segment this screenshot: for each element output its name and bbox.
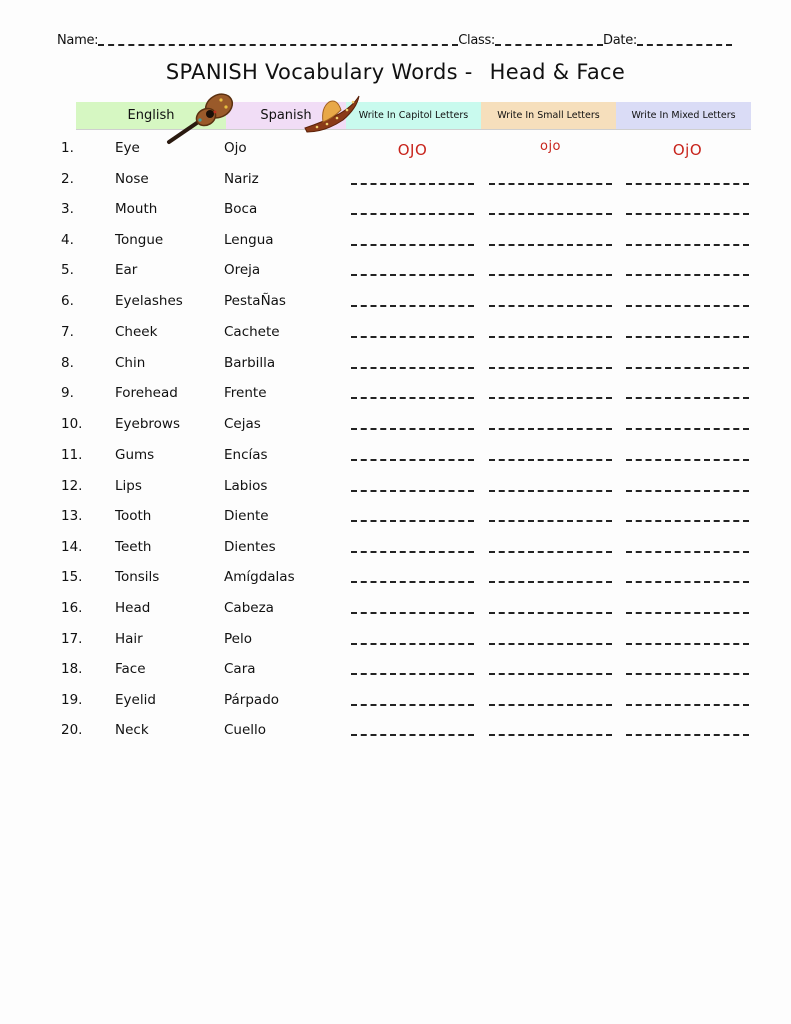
- english-word: Ear: [115, 262, 138, 278]
- date-label: Date:: [603, 33, 637, 48]
- spanish-word: Encías: [224, 447, 268, 463]
- small-answer-blank[interactable]: [489, 213, 612, 215]
- row-number: 9.: [61, 385, 74, 401]
- row-number: 11.: [61, 447, 83, 463]
- english-word: Eyelashes: [115, 293, 183, 309]
- row-number: 10.: [61, 416, 83, 432]
- small-answer-blank[interactable]: [489, 520, 612, 522]
- small-answer-blank[interactable]: [489, 244, 612, 246]
- english-word: Hair: [115, 631, 143, 647]
- row-number: 13.: [61, 508, 83, 524]
- vocab-row: [0, 508, 791, 532]
- mixed-answer-blank[interactable]: [626, 244, 749, 246]
- small-answer-blank[interactable]: [489, 397, 612, 399]
- vocab-row: [0, 262, 791, 286]
- small-answer-blank[interactable]: [489, 490, 612, 492]
- mixed-answer-blank[interactable]: [626, 305, 749, 307]
- small-answer-blank[interactable]: [489, 612, 612, 614]
- capital-answer-blank[interactable]: [351, 244, 474, 246]
- sombrero-icon: [303, 92, 361, 134]
- spanish-word: Diente: [224, 508, 269, 524]
- vocab-row: [0, 385, 791, 409]
- spanish-word: Oreja: [224, 262, 261, 278]
- capital-answer-blank[interactable]: [351, 274, 474, 276]
- capital-answer-blank[interactable]: [351, 459, 474, 461]
- capital-answer-blank[interactable]: [351, 305, 474, 307]
- spanish-word: Amígdalas: [224, 569, 295, 585]
- vocab-row: [0, 661, 791, 685]
- example-mixed: OjO: [672, 141, 703, 159]
- vocab-row: [0, 293, 791, 317]
- small-answer-blank[interactable]: [489, 704, 612, 706]
- small-answer-blank[interactable]: [489, 336, 612, 338]
- student-info-line: [57, 33, 749, 48]
- spanish-word: Cara: [224, 661, 256, 677]
- english-word: Forehead: [115, 385, 178, 401]
- mixed-answer-blank[interactable]: [626, 397, 749, 399]
- spanish-word: Nariz: [224, 171, 259, 187]
- vocab-row: [0, 631, 791, 655]
- vocab-row: [0, 232, 791, 256]
- mixed-answer-blank[interactable]: [626, 274, 749, 276]
- mixed-answer-blank[interactable]: [626, 428, 749, 430]
- spanish-word: PestaÑas: [224, 293, 286, 309]
- vocab-row: [0, 171, 791, 195]
- vocab-row: [0, 569, 791, 593]
- row-number: 7.: [61, 324, 74, 340]
- vocab-row: [0, 355, 791, 379]
- vocab-row: [0, 692, 791, 716]
- vocab-row: [0, 140, 791, 164]
- mixed-answer-blank[interactable]: [626, 581, 749, 583]
- row-number: 5.: [61, 262, 74, 278]
- spanish-word: Cabeza: [224, 600, 274, 616]
- capital-answer-blank[interactable]: [351, 612, 474, 614]
- mixed-answer-blank[interactable]: [626, 673, 749, 675]
- row-number: 19.: [61, 692, 83, 708]
- small-answer-blank[interactable]: [489, 673, 612, 675]
- english-word: Face: [115, 661, 146, 677]
- row-number: 17.: [61, 631, 83, 647]
- vocab-row: [0, 416, 791, 440]
- row-number: 6.: [61, 293, 74, 309]
- row-number: 14.: [61, 539, 83, 555]
- class-label: Class:: [458, 33, 496, 48]
- english-word: Nose: [115, 171, 149, 187]
- small-answer-blank[interactable]: [489, 551, 612, 553]
- spanish-word: Cachete: [224, 324, 280, 340]
- vocab-row: [0, 478, 791, 502]
- mixed-answer-blank[interactable]: [626, 490, 749, 492]
- english-word: Head: [115, 600, 151, 616]
- vocab-row: [0, 324, 791, 348]
- capital-answer-blank[interactable]: [351, 336, 474, 338]
- mixed-answer-blank[interactable]: [626, 520, 749, 522]
- spanish-word: Frente: [224, 385, 267, 401]
- name-label: Name:: [57, 33, 99, 48]
- english-word: Cheek: [115, 324, 158, 340]
- spanish-word: Cuello: [224, 722, 267, 738]
- english-word: Neck: [115, 722, 149, 738]
- capital-answer-blank[interactable]: [351, 581, 474, 583]
- column-header-spanish: Spanish: [226, 102, 346, 130]
- vocab-row: [0, 600, 791, 624]
- row-number: 12.: [61, 478, 83, 494]
- row-number: 4.: [61, 232, 74, 248]
- capital-answer-blank[interactable]: [351, 734, 474, 736]
- mixed-answer-blank[interactable]: [626, 551, 749, 553]
- mixed-answer-blank[interactable]: [626, 367, 749, 369]
- small-answer-blank[interactable]: [489, 305, 612, 307]
- spanish-word: Labios: [224, 478, 268, 494]
- english-word: Eye: [115, 140, 140, 156]
- capital-answer-blank[interactable]: [351, 428, 474, 430]
- row-number: 3.: [61, 201, 74, 217]
- row-number: 18.: [61, 661, 83, 677]
- english-word: Tongue: [115, 232, 164, 248]
- english-word: Gums: [115, 447, 155, 463]
- spanish-word: Párpado: [224, 692, 280, 708]
- mixed-answer-blank[interactable]: [626, 336, 749, 338]
- spanish-word: Lengua: [224, 232, 274, 248]
- mixed-answer-blank[interactable]: [626, 612, 749, 614]
- capital-answer-blank[interactable]: [351, 673, 474, 675]
- guitar-icon: [163, 90, 238, 148]
- column-header-small: Write In Small Letters: [481, 102, 616, 130]
- spanish-word: Boca: [224, 201, 258, 217]
- small-answer-blank[interactable]: [489, 367, 612, 369]
- spanish-word: Barbilla: [224, 355, 276, 371]
- capital-answer-blank[interactable]: [351, 183, 474, 185]
- spanish-word: Cejas: [224, 416, 261, 432]
- column-header-capital: Write In Capitol Letters: [346, 102, 481, 130]
- english-word: Eyelid: [115, 692, 156, 708]
- mixed-answer-blank[interactable]: [626, 213, 749, 215]
- small-answer-blank[interactable]: [489, 643, 612, 645]
- english-word: Tonsils: [115, 569, 160, 585]
- column-header-mixed: Write In Mixed Letters: [616, 102, 751, 130]
- capital-answer-blank[interactable]: [351, 551, 474, 553]
- mixed-answer-blank[interactable]: [626, 183, 749, 185]
- capital-answer-blank[interactable]: [351, 520, 474, 522]
- column-header-english: English: [76, 102, 226, 130]
- name-blank[interactable]: [98, 34, 458, 46]
- row-number: 2.: [61, 171, 74, 187]
- example-capital: OJO: [397, 141, 428, 159]
- row-number: 16.: [61, 600, 83, 616]
- mixed-answer-blank[interactable]: [626, 459, 749, 461]
- capital-answer-blank[interactable]: [351, 643, 474, 645]
- small-answer-blank[interactable]: [489, 734, 612, 736]
- capital-answer-blank[interactable]: [351, 704, 474, 706]
- capital-answer-blank[interactable]: [351, 397, 474, 399]
- capital-answer-blank[interactable]: [351, 367, 474, 369]
- spanish-word: Ojo: [224, 140, 247, 156]
- mixed-answer-blank[interactable]: [626, 704, 749, 706]
- vocab-row: [0, 722, 791, 746]
- english-word: Eyebrows: [115, 416, 180, 432]
- english-word: Teeth: [115, 539, 152, 555]
- page-title: [0, 60, 791, 84]
- title-topic: Head & Face: [489, 60, 626, 84]
- vocab-row: [0, 539, 791, 563]
- date-blank[interactable]: [637, 34, 732, 46]
- row-number: 1.: [61, 140, 74, 156]
- english-word: Chin: [115, 355, 146, 371]
- spanish-word: Pelo: [224, 631, 252, 647]
- vocab-row: [0, 447, 791, 471]
- row-number: 8.: [61, 355, 74, 371]
- vocab-row: [0, 201, 791, 225]
- class-blank[interactable]: [495, 34, 603, 46]
- example-small: ojo: [539, 139, 562, 154]
- english-word: Mouth: [115, 201, 158, 217]
- mixed-answer-blank[interactable]: [626, 643, 749, 645]
- capital-answer-blank[interactable]: [351, 490, 474, 492]
- small-answer-blank[interactable]: [489, 428, 612, 430]
- capital-answer-blank[interactable]: [351, 213, 474, 215]
- english-word: Tooth: [115, 508, 152, 524]
- title-main: SPANISH Vocabulary Words -: [165, 60, 473, 84]
- english-word: Lips: [115, 478, 142, 494]
- mixed-answer-blank[interactable]: [626, 734, 749, 736]
- small-answer-blank[interactable]: [489, 183, 612, 185]
- small-answer-blank[interactable]: [489, 274, 612, 276]
- row-number: 15.: [61, 569, 83, 585]
- small-answer-blank[interactable]: [489, 581, 612, 583]
- spanish-word: Dientes: [224, 539, 276, 555]
- small-answer-blank[interactable]: [489, 459, 612, 461]
- row-number: 20.: [61, 722, 83, 738]
